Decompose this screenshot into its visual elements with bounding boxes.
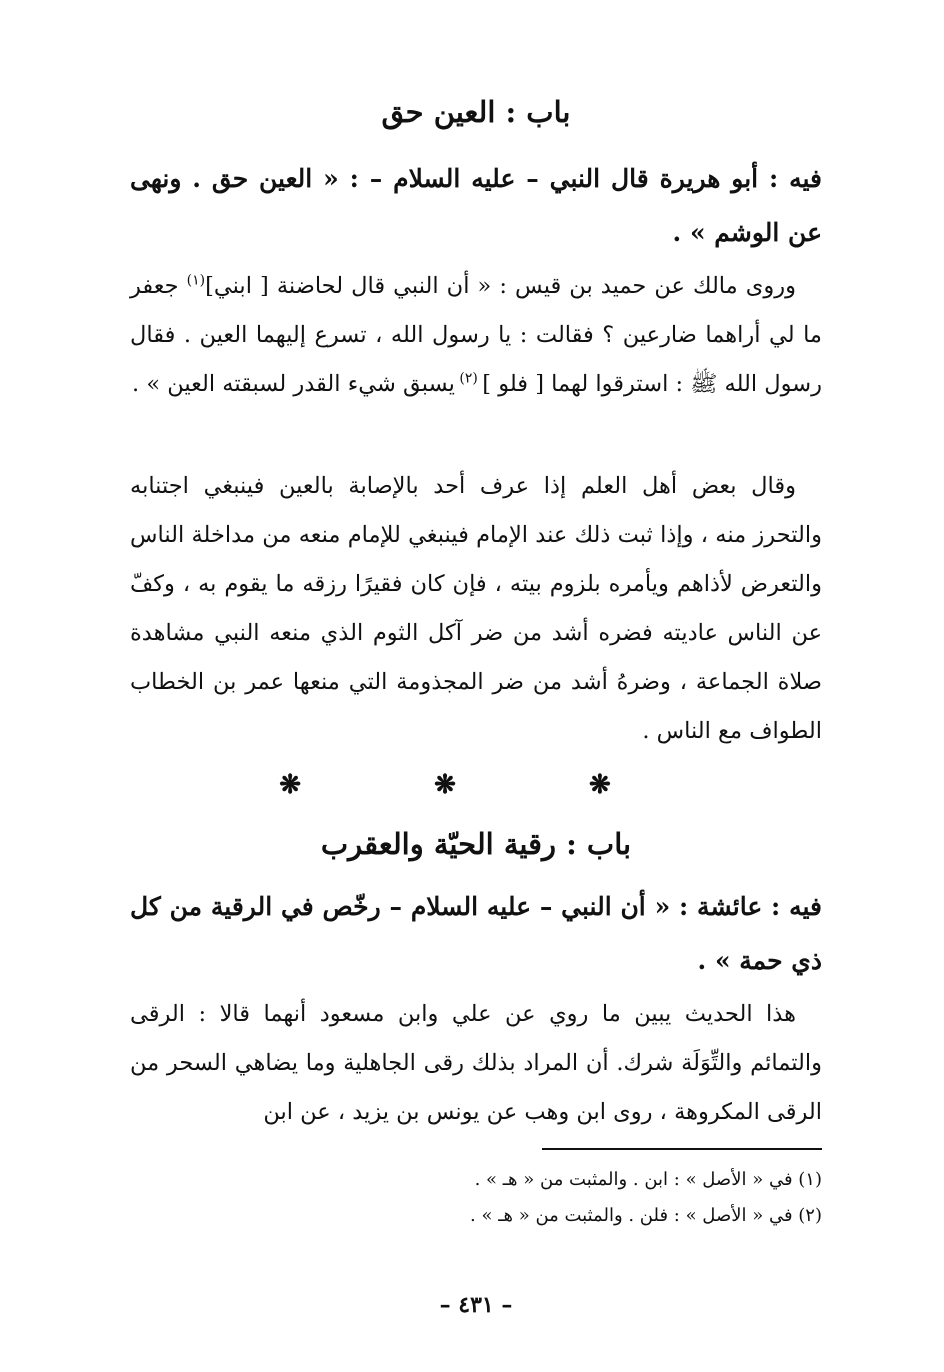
footnote-ref-2: (٢) (454, 370, 483, 387)
book-page (130, 90, 822, 1340)
footnote-1: (١) في « الأصل » : ابن . والمثبت من « هـ » . (474, 1169, 822, 1190)
paragraph-ruqyah-explanation: هذا الحديث يبين ما روي عن علي وابن مسعود أنهما قالا : الرقى والتمائم والتِّوَلَة شرك. أن المراد بذلك رقى الجاهلية وما يضاهي السحر من الرقى المكروهة ، روى ابن وهب عن يونس بن يزيد ، عن ابن (130, 1001, 822, 1125)
paragraph-text-part3: يسبق شيء القدر لسبقته العين » . (132, 371, 455, 397)
chapter-title-snake-scorpion: باب : رقية الحيّة والعقرب (320, 827, 632, 861)
hadith-ruqyah: فيه : عائشة : « أن النبي – عليه السلام – رخّص في الرقية من كل ذي حمة » . (130, 892, 822, 975)
paragraph-text-part1: وروى مالك عن حميد بن قيس : « أن النبي قال لحاضنة [ ابني] (205, 273, 796, 299)
footnote-2: (٢) في « الأصل » : فلن . والمثبت من « هـ » . (470, 1205, 822, 1226)
hadith-evil-eye: فيه : أبو هريرة قال النبي – عليه السلام – : « العين حق . ونهى عن الوشم » . (130, 164, 822, 247)
section-separator: ❋ ❋ ❋ (279, 770, 673, 800)
paragraph-malik-narration (130, 262, 822, 409)
paragraph-text-part2: جعفر ما لي أراهما ضارعين ؟ فقالت : يا رسول الله ، تسرع إليهما العين . فقال رسول الله ﷺ : استرقوا لهما [ فلو ] (130, 273, 822, 397)
page-number: – ٤٣١ – (439, 1292, 513, 1318)
paragraph-scholars-opinion: وقال بعض أهل العلم إذا عرف أحد بالإصابة بالعين فينبغي اجتنابه والتحرز منه ، وإذا ثبت ذلك عند الإمام فينبغي للإمام منعه من مداخلة الناس والتعرض لأذاهم ويأمره بلزوم بيته ، فإن كان فقيرًا رزقه ما يقوم به ، وكفّ عن الناس عاديته فضره أشد من ضر آكل الثوم الذي منعه النبي مشاهدة صلاة الجماعة ، وضرهُ أشد من ضر المجذومة التي منعها عمر بن الخطاب الطواف مع الناس . (130, 473, 822, 744)
chapter-title-evil-eye: باب : العين حق (381, 95, 571, 129)
footnote-ref-1: (١) (186, 272, 206, 289)
footnote-divider (542, 1148, 822, 1150)
